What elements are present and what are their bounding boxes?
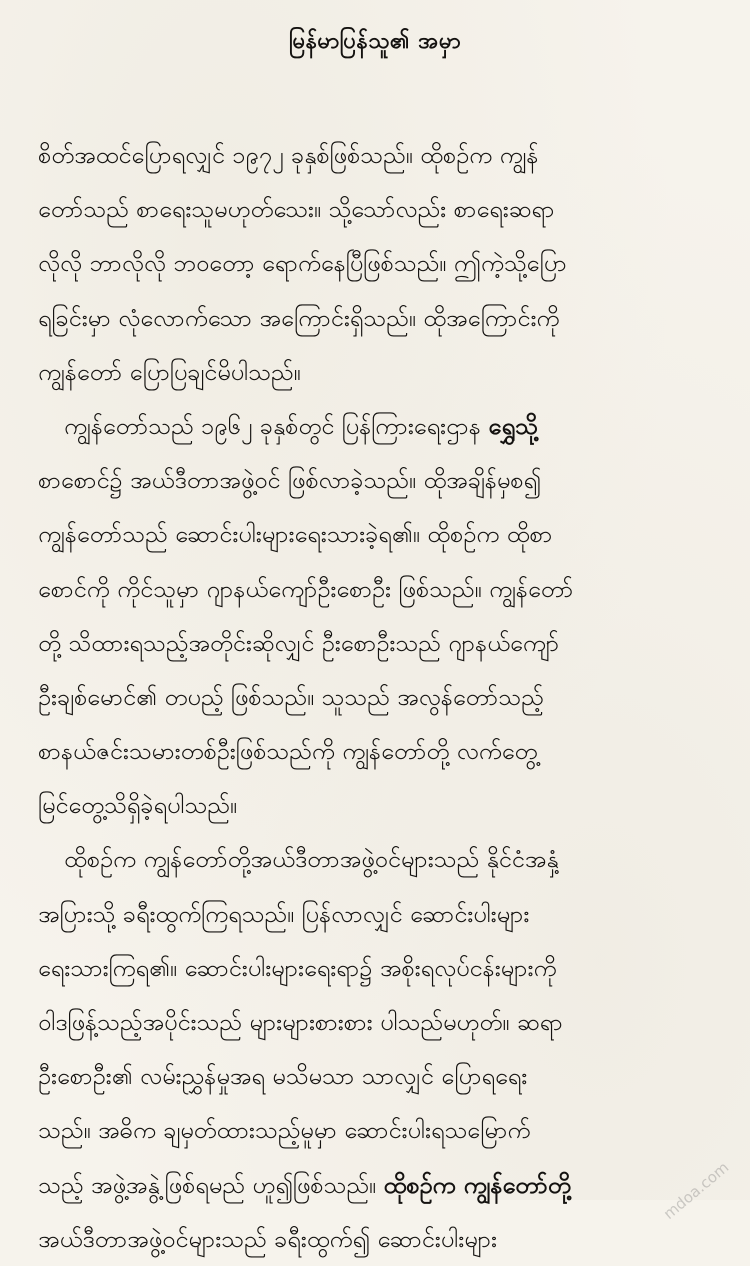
text-line-7: စာစောင်၌ အယ်ဒီတာအဖွဲ့ဝင် ဖြစ်လာခဲ့သည်။ ထိုအချိန်မှစ၍ xyxy=(38,466,542,495)
text-line-14: ထိုစဉ်က ကျွန်တော်တို့အယ်ဒီတာအဖွဲ့ဝင်များသည် နိုင်ငံအနှံ့ xyxy=(64,845,559,874)
text-line-4: ရခြင်းမှာ လုံလောက်သော အကြောင်းရှိသည်။ ထိုအကြောင်းကို xyxy=(38,303,560,332)
text-line-16: ရေးသားကြရ၏။ ဆောင်းပါးများရေးရာ၌ အစိုးရလုပ်ငန်းများကို xyxy=(38,953,557,982)
text-line-9: စောင်ကို ကိုင်သူမှာ ဂျာနယ်ကျော်ဦးစောဦး ဖြစ်သည်။ ကျွန်တော် xyxy=(38,574,574,603)
text-line-6-bold: ရွှေသို့ xyxy=(488,411,538,440)
text-line-13: မြင်တွေ့သိရှိခဲ့ရပါသည်။ xyxy=(38,791,237,820)
text-line-8: ကျွန်တော်သည် ဆောင်းပါးများရေးသားခဲ့ရ၏။ ထိုစဉ်က ထိုစာ xyxy=(38,520,553,549)
text-line-6 xyxy=(38,399,712,453)
text-line-15: အပြားသို့ ခရီးထွက်ကြရသည်။ ပြန်လာလျှင် ဆောင်းပါးများ xyxy=(38,899,530,928)
text-line-18: ဦးစောဦး၏ လမ်းညွှန်မှုအရ မသိမသာ သာလျှင် ပြောရရေး xyxy=(38,1062,528,1091)
text-line-20-main: သည့် အဖွဲ့အနွဲ့ဖြစ်ရမည် ဟူ၍ဖြစ်သည်။ xyxy=(38,1170,384,1199)
text-line-11: ဦးချစ်မောင်၏ တပည့် ဖြစ်သည်။ သူသည် အလွန်တော်သည့် xyxy=(38,682,544,711)
text-line-3: လိုလို ဘာလိုလို ဘဝတော့ ရောက်နေပြီဖြစ်သည်။ ဤကဲ့သို့ပြော xyxy=(38,249,567,278)
text-line-20-bold: ထိုစဉ်က ကျွန်တော်တို့ xyxy=(383,1170,571,1199)
text-line-5: ကျွန်တော် ပြောပြချင်မိပါသည်။ xyxy=(38,357,301,386)
page-title: မြန်မာပြန်သူ၏ အမှာ xyxy=(288,29,462,54)
text-line-12: စာနယ်ဇင်းသမားတစ်ဦးဖြစ်သည်ကို ကျွန်တော်တို့ လက်တွေ့ xyxy=(38,737,538,766)
text-line-2: တော်သည် စာရေးသူမဟုတ်သေး။ သို့သော်လည်း စာရေးဆရာ xyxy=(38,195,555,224)
text-line-20 xyxy=(38,1158,712,1212)
text-line-21: အယ်ဒီတာအဖွဲ့ဝင်များသည် ခရီးထွက်၍ ဆောင်းပါးများ xyxy=(38,1224,497,1253)
watermark: mdoa.com xyxy=(659,1158,732,1223)
body-text xyxy=(38,128,712,1266)
text-line-10: တို့ သိထားရသည့်အတိုင်းဆိုလျှင် ဦးစောဦးသည် ဂျာနယ်ကျော် xyxy=(38,628,560,657)
text-line-19: သည်။ အဓိက ချမှတ်ထားသည့်မူမှာ ဆောင်းပါးရသမြောက် xyxy=(38,1116,531,1145)
text-line-1: စိတ်အထင်ပြောရလျှင် ၁၉၇၂ ခုနှစ်ဖြစ်သည်။ ထိုစဉ်က ကျွန် xyxy=(38,141,539,169)
text-line-17: ဝါဒဖြန့်သည့်အပိုင်းသည် များများစားစား ပါသည်မဟုတ်။ ဆရာ xyxy=(38,1008,563,1036)
text-line-6-main: ကျွန်တော်သည် ၁၉၆၂ ခုနှစ်တွင် ပြန်ကြားရေးဌာန xyxy=(64,411,489,440)
